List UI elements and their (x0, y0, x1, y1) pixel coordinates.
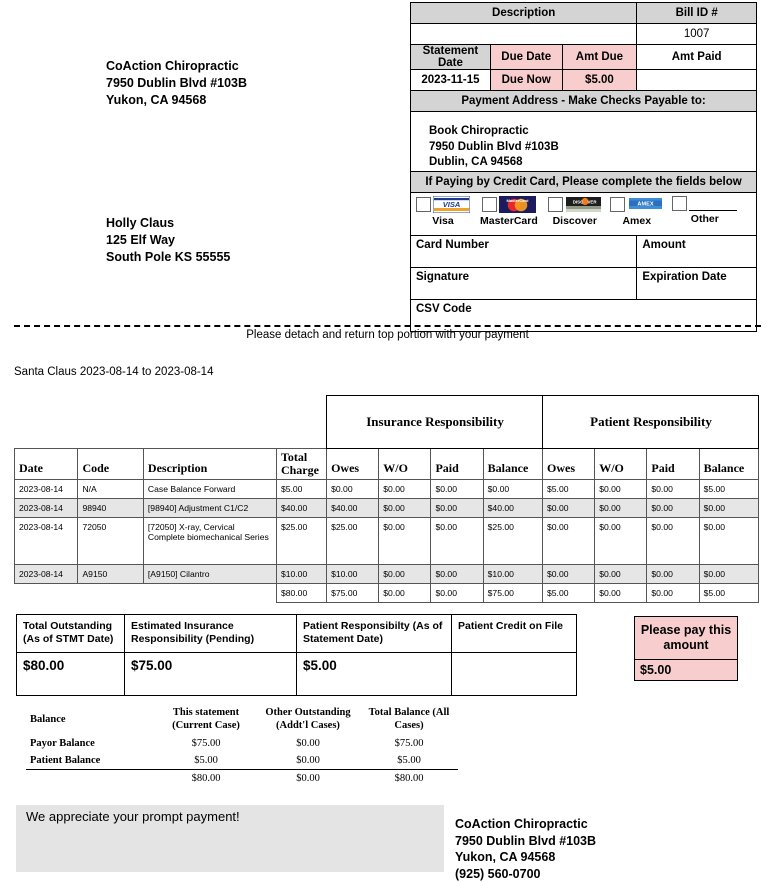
cell-ins-paid: $0.00 (431, 518, 483, 565)
col-header-pat-paid: Paid (647, 449, 699, 480)
payment-address-block (411, 112, 757, 172)
total-pat-balance: $5.00 (699, 584, 758, 603)
cell-total-charge: $40.00 (276, 499, 326, 518)
charges-table (14, 395, 759, 603)
cell-pat-balance: $0.00 (699, 518, 758, 565)
please-pay-box (634, 616, 738, 681)
card-option-visa[interactable] (416, 196, 470, 227)
balance-col-total-balance: Total Balance (All Cases) (360, 704, 458, 735)
summary-value-estimated-insurance: $75.00 (125, 652, 297, 695)
signature-row (411, 267, 757, 299)
cell-pat-owes: $0.00 (543, 518, 595, 565)
patient-street: 125 Elf Way (106, 232, 230, 249)
expiration-date-field[interactable]: Expiration Date (637, 267, 757, 299)
footer-provider-city-state-zip: Yukon, CA 94568 (455, 849, 596, 866)
credit-card-header-row (411, 171, 757, 192)
svg-text:VER: VER (587, 199, 597, 204)
footer-provider-phone: (925) 560-0700 (455, 866, 596, 882)
cell-date: 2023-08-14 (15, 565, 78, 584)
charges-group-spacer (15, 396, 327, 449)
col-header-pat-balance: Balance (699, 449, 758, 480)
footer-provider-street: 7950 Dublin Blvd #103B (455, 833, 596, 850)
cell-code: 72050 (78, 518, 143, 565)
thank-you-message: We appreciate your prompt payment! (26, 809, 240, 824)
summary-label-patient-responsibility: Patient Responsibilty (As of Statement Date) (297, 615, 452, 653)
cell-ins-balance: $10.00 (483, 565, 542, 584)
mastercard-logo (499, 196, 536, 213)
statement-date-header: Statement Date (411, 45, 491, 70)
cell-ins-paid: $0.00 (431, 499, 483, 518)
col-header-ins-balance: Balance (483, 449, 542, 480)
cell-total-charge: $25.00 (276, 518, 326, 565)
payor-other-outstanding: $0.00 (256, 735, 360, 752)
stub-date-header-row (411, 45, 757, 70)
balance-totals-label (26, 770, 156, 788)
cell-description: [72050] X-ray, Cervical Complete biomechanical Series (143, 518, 276, 565)
please-pay-title-row (635, 617, 738, 660)
visa-logo (433, 196, 470, 213)
charges-column-header-row (15, 449, 759, 480)
balance-col-this-statement: This statement (Current Case) (156, 704, 256, 735)
amt-due-value: $5.00 (562, 70, 637, 91)
svg-text:AMEX: AMEX (637, 201, 653, 207)
card-option-discover[interactable] (548, 196, 602, 227)
balance-totals-row (26, 770, 458, 788)
patient-total-balance: $5.00 (360, 752, 458, 770)
bill-id-header: Bill ID # (637, 3, 757, 24)
card-option-amex[interactable] (610, 196, 664, 227)
summary-boxes (16, 614, 577, 696)
total-ins-balance: $75.00 (483, 584, 542, 603)
credit-card-header: If Paying by Credit Card, Please complete the fields below (411, 171, 757, 192)
summary-label-row (17, 615, 577, 653)
provider-street: 7950 Dublin Blvd #103B (106, 75, 247, 92)
summary-label-patient-credit: Patient Credit on File (452, 615, 577, 653)
mastercard-label: MasterCard (480, 215, 538, 227)
detach-divider (14, 325, 761, 327)
balance-total-all-cases: $80.00 (360, 770, 458, 788)
payment-address-header-row (411, 91, 757, 112)
cell-code: N/A (78, 480, 143, 499)
cell-ins-wo: $0.00 (379, 499, 431, 518)
balance-summary-table (26, 704, 458, 787)
patient-this-statement: $5.00 (156, 752, 256, 770)
total-ins-paid: $0.00 (431, 584, 483, 603)
svg-text:MasterCard: MasterCard (506, 198, 529, 203)
payment-address-row (411, 112, 757, 172)
patient-responsibility-header: Patient Responsibility (543, 396, 759, 449)
cell-ins-owes: $10.00 (327, 565, 379, 584)
payor-total-balance: $75.00 (360, 735, 458, 752)
summary-value-row (17, 652, 577, 695)
description-value (411, 24, 637, 45)
discover-label: Discover (553, 215, 597, 227)
cell-ins-balance: $40.00 (483, 499, 542, 518)
total-pat-paid: $0.00 (647, 584, 699, 603)
cell-ins-wo: $0.00 (379, 480, 431, 499)
statement-period-line: Santa Claus 2023-08-14 to 2023-08-14 (14, 366, 213, 378)
signature-field[interactable]: Signature (411, 267, 637, 299)
cell-total-charge: $10.00 (276, 565, 326, 584)
cell-date: 2023-08-14 (15, 518, 78, 565)
cell-code: 98940 (78, 499, 143, 518)
svg-text:DISC: DISC (573, 199, 584, 204)
payor-this-statement: $75.00 (156, 735, 256, 752)
stub-date-value-row (411, 70, 757, 91)
amount-field[interactable]: Amount (637, 235, 757, 267)
card-option-other[interactable] (672, 196, 737, 225)
charges-totals-row (15, 584, 759, 603)
card-number-field[interactable]: Card Number (411, 235, 637, 267)
csv-code-field[interactable]: CSV Code (411, 299, 757, 331)
provider-address-block (106, 58, 247, 109)
balance-label-patient: Patient Balance (26, 752, 156, 770)
cell-description: [98940] Adjustment C1/C2 (143, 499, 276, 518)
table-row (15, 499, 759, 518)
please-pay-amount-row (635, 660, 738, 681)
cell-date: 2023-08-14 (15, 480, 78, 499)
col-header-pat-owes: Owes (543, 449, 595, 480)
col-header-pat-wo: W/O (595, 449, 647, 480)
amt-due-header: Amt Due (562, 45, 637, 70)
summary-label-estimated-insurance: Estimated Insurance Responsibility (Pending) (125, 615, 297, 653)
discover-logo (565, 196, 602, 213)
cell-ins-owes: $0.00 (327, 480, 379, 499)
payment-address-header: Payment Address - Make Checks Payable to: (411, 91, 757, 112)
col-header-description: Description (143, 449, 276, 480)
other-label: Other (691, 213, 719, 225)
total-pat-wo: $0.00 (595, 584, 647, 603)
provider-name: CoAction Chiropractic (106, 58, 247, 75)
balance-total-other-outstanding: $0.00 (256, 770, 360, 788)
statement-date-value: 2023-11-15 (411, 70, 491, 91)
detach-notice: Please detach and return top portion with your payment (0, 329, 775, 341)
cell-ins-owes: $25.00 (327, 518, 379, 565)
card-number-row (411, 235, 757, 267)
footer-address-block (455, 816, 596, 882)
total-ins-owes: $75.00 (327, 584, 379, 603)
patient-address-block (106, 215, 230, 266)
cell-pat-wo: $0.00 (595, 480, 647, 499)
cell-code: A9150 (78, 565, 143, 584)
col-header-date: Date (15, 449, 78, 480)
total-ins-wo: $0.00 (379, 584, 431, 603)
visa-checkbox[interactable] (416, 197, 431, 212)
payee-name: Book Chiropractic (429, 124, 756, 140)
cell-pat-wo: $0.00 (595, 565, 647, 584)
balance-row-patient (26, 752, 458, 770)
balance-col-other-outstanding: Other Outstanding (Addt'l Cases) (256, 704, 360, 735)
bill-id-value: 1007 (637, 24, 757, 45)
summary-value-total-outstanding: $80.00 (17, 652, 125, 695)
col-header-ins-paid: Paid (431, 449, 483, 480)
cell-date: 2023-08-14 (15, 499, 78, 518)
patient-other-outstanding: $0.00 (256, 752, 360, 770)
balance-total-this-statement: $80.00 (156, 770, 256, 788)
cell-pat-wo: $0.00 (595, 518, 647, 565)
remittance-stub (410, 2, 757, 332)
charges-group-header-row (15, 396, 759, 449)
summary-value-patient-credit (452, 652, 577, 695)
cell-total-charge: $5.00 (276, 480, 326, 499)
payee-city-state-zip: Dublin, CA 94568 (429, 155, 756, 171)
provider-city-state-zip: Yukon, CA 94568 (106, 92, 247, 109)
patient-city-state-zip: South Pole KS 55555 (106, 249, 230, 266)
cell-description: [A9150] Cilantro (143, 565, 276, 584)
totals-spacer (15, 584, 277, 603)
col-header-code: Code (78, 449, 143, 480)
cell-pat-balance: $5.00 (699, 480, 758, 499)
cell-ins-balance: $25.00 (483, 518, 542, 565)
balance-row-payor (26, 735, 458, 752)
summary-value-patient-responsibility: $5.00 (297, 652, 452, 695)
please-pay-title: Please pay this amount (635, 617, 738, 660)
cell-description: Case Balance Forward (143, 480, 276, 499)
cell-ins-paid: $0.00 (431, 565, 483, 584)
col-header-total-charge: Total Charge (276, 449, 326, 480)
cell-pat-owes: $5.00 (543, 480, 595, 499)
footer-provider-name: CoAction Chiropractic (455, 816, 596, 833)
patient-name: Holly Claus (106, 215, 230, 232)
cell-pat-paid: $0.00 (647, 518, 699, 565)
amt-paid-value[interactable] (637, 70, 757, 91)
card-type-row (411, 192, 757, 235)
summary-label-total-outstanding: Total Outstanding (As of STMT Date) (17, 615, 125, 653)
stub-description-header-row (411, 3, 757, 24)
balance-header-row (26, 704, 458, 735)
card-option-mastercard[interactable] (480, 196, 538, 227)
cell-pat-owes: $0.00 (543, 565, 595, 584)
col-header-ins-owes: Owes (327, 449, 379, 480)
discover-checkbox[interactable] (548, 197, 563, 212)
amex-logo (627, 196, 664, 213)
cell-ins-wo: $0.00 (379, 518, 431, 565)
due-date-header: Due Date (490, 45, 562, 70)
total-total-charge: $80.00 (276, 584, 326, 603)
table-row (15, 518, 759, 565)
visa-label: Visa (432, 215, 453, 227)
total-pat-owes: $5.00 (543, 584, 595, 603)
cell-pat-paid: $0.00 (647, 565, 699, 584)
table-row (15, 565, 759, 584)
payee-street: 7950 Dublin Blvd #103B (429, 140, 756, 156)
due-date-value: Due Now (490, 70, 562, 91)
cell-pat-wo: $0.00 (595, 499, 647, 518)
amex-checkbox[interactable] (610, 197, 625, 212)
table-row (15, 480, 759, 499)
insurance-responsibility-header: Insurance Responsibility (327, 396, 543, 449)
other-checkbox[interactable] (672, 196, 687, 211)
mastercard-checkbox[interactable] (482, 197, 497, 212)
cell-ins-wo: $0.00 (379, 565, 431, 584)
cell-pat-balance: $0.00 (699, 499, 758, 518)
balance-label-payor: Payor Balance (26, 735, 156, 752)
please-pay-amount: $5.00 (635, 660, 738, 681)
svg-text:VISA: VISA (443, 200, 461, 209)
cell-pat-paid: $0.00 (647, 499, 699, 518)
cell-ins-paid: $0.00 (431, 480, 483, 499)
other-card-input[interactable] (689, 196, 737, 211)
cell-pat-paid: $0.00 (647, 480, 699, 499)
stub-description-value-row (411, 24, 757, 45)
col-header-ins-wo: W/O (379, 449, 431, 480)
cell-pat-balance: $0.00 (699, 565, 758, 584)
card-type-selector (411, 192, 757, 235)
cell-pat-owes: $0.00 (543, 499, 595, 518)
cell-ins-owes: $40.00 (327, 499, 379, 518)
amex-label: Amex (622, 215, 651, 227)
balance-row-label-header: Balance (26, 704, 156, 735)
description-header: Description (411, 3, 637, 24)
amt-paid-header: Amt Paid (637, 45, 757, 70)
cell-ins-balance: $0.00 (483, 480, 542, 499)
